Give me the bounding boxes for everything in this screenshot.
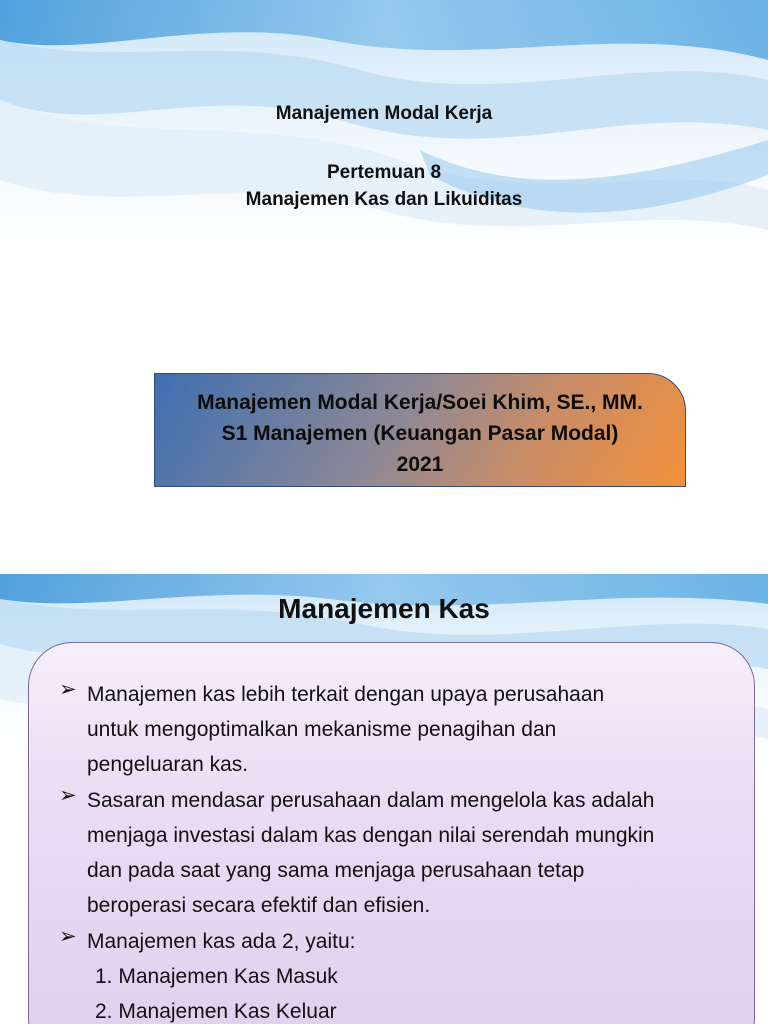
content-slide [0, 574, 768, 1024]
arrow-bullet-icon: ➢ [59, 925, 77, 948]
bullet-item [87, 677, 737, 782]
bullet-line: pengeluaran kas. [87, 753, 249, 776]
list-item: 2. Manajemen Kas Keluar [95, 1000, 337, 1023]
bullet-line: menjaga investasi dalam kas dengan nilai serendah mungkin [87, 824, 655, 847]
list-item: 1. Manajemen Kas Masuk [95, 965, 338, 988]
bullet-line: dan pada saat yang sama menjaga perusahaan tetap [87, 859, 585, 882]
meeting-number: Pertemuan 8 [326, 162, 442, 183]
arrow-bullet-icon: ➢ [59, 678, 77, 701]
arrow-bullet-icon: ➢ [59, 784, 77, 807]
bullet-line: Sasaran mendasar perusahaan dalam mengelola kas adalah [87, 789, 655, 812]
bullet-line: Manajemen kas lebih terkait dengan upaya perusahaan [87, 683, 605, 706]
program-line: S1 Manajemen (Keuangan Pasar Modal) [221, 422, 619, 445]
bullet-item [87, 783, 737, 923]
slide-gap [0, 538, 768, 574]
bullet-line: Manajemen kas ada 2, yaitu: [87, 930, 356, 953]
course-title: Manajemen Modal Kerja [275, 103, 493, 124]
slide-title: Manajemen Kas [278, 593, 490, 624]
wave-background-decoration [0, 0, 768, 300]
meeting-topic: Manajemen Kas dan Likuiditas [245, 189, 523, 210]
bullet-line: beroperasi secara efektif dan efisien. [87, 894, 431, 917]
lecturer-line: Manajemen Modal Kerja/Soei Khim, SE., MM. [197, 391, 643, 414]
content-box [28, 642, 755, 1024]
bullet-line: untuk mengoptimalkan mekanisme penagihan dan [87, 718, 557, 741]
year-line: 2021 [396, 453, 444, 476]
bullet-item [87, 924, 737, 959]
course-info-box [154, 373, 686, 487]
